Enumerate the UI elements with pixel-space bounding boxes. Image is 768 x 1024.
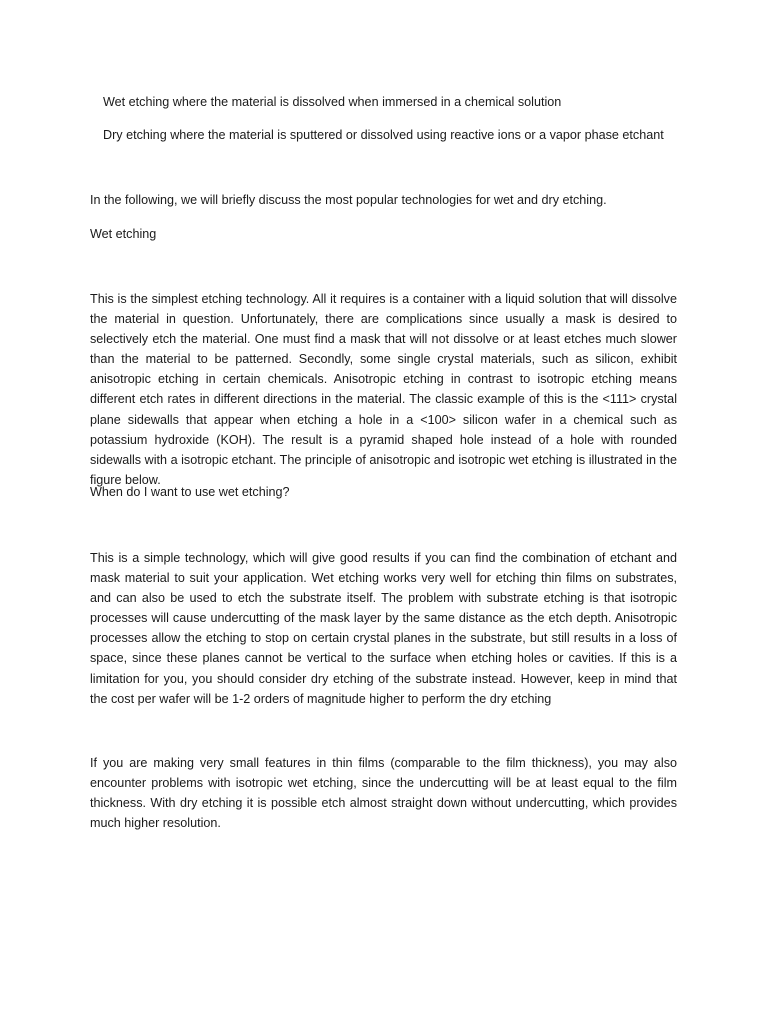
bullet-dry-etching: Dry etching where the material is sputtered or dissolved using reactive ions or a vapor phase etchant [103,128,664,142]
bullet-wet-etching: Wet etching where the material is dissolved when immersed in a chemical solution [103,95,562,109]
heading-wet-etching: Wet etching [90,227,157,241]
paragraph-small-features: If you are making very small features in thin films (comparable to the film thickness), you may also encounter problems with isotropic wet etching, since the undercutting will be at least equal to the film thickness. With dry etching it is possible etch almost straight down without undercutting, which provides much higher resolution. [90,756,677,831]
heading-when-wet-etching: When do I want to use wet etching? [90,485,290,499]
intro-paragraph: In the following, we will briefly discuss the most popular technologies for wet and dry etching. [90,193,607,207]
paragraph-when-wet-etching: This is a simple technology, which will give good results if you can find the combination of etchant and mask material to suit your application. Wet etching works very well for etching thin films on substrates, and can also be used to etch the substrate itself. The problem with substrate etching is that isotropic processes will cause undercutting of the mask layer by the same distance as the etch depth. Anisotropic processes allow the etching to stop on certain crystal planes in the substrate, but still results in a loss of space, since these planes cannot be vertical to the surface when etching holes or cavities. If this is a limitation for you, you should consider dry etching of the substrate instead. However, keep in mind that the cost per wafer will be 1-2 orders of magnitude higher to perform the dry etching [90,551,677,706]
paragraph-wet-etching: This is the simplest etching technology. All it requires is a container with a liquid solution that will dissolve the material in question. Unfortunately, there are complications since usually a mask is desired to selectively etch the material. One must find a mask that will not dissolve or at least etches much slower than the material to be patterned. Secondly, some single crystal materials, such as silicon, exhibit anisotropic etching in certain chemicals. Anisotropic etching in contrast to isotropic etching means different etch rates in different directions in the material. The classic example of this is the <111> crystal plane sidewalls that appear when etching a hole in a <100> silicon wafer in a chemical such as potassium hydroxide (KOH). The result is a pyramid shaped hole instead of a hole with rounded sidewalls with a isotropic etchant. The principle of anisotropic and isotropic wet etching is illustrated in the figure below. [90,292,677,487]
